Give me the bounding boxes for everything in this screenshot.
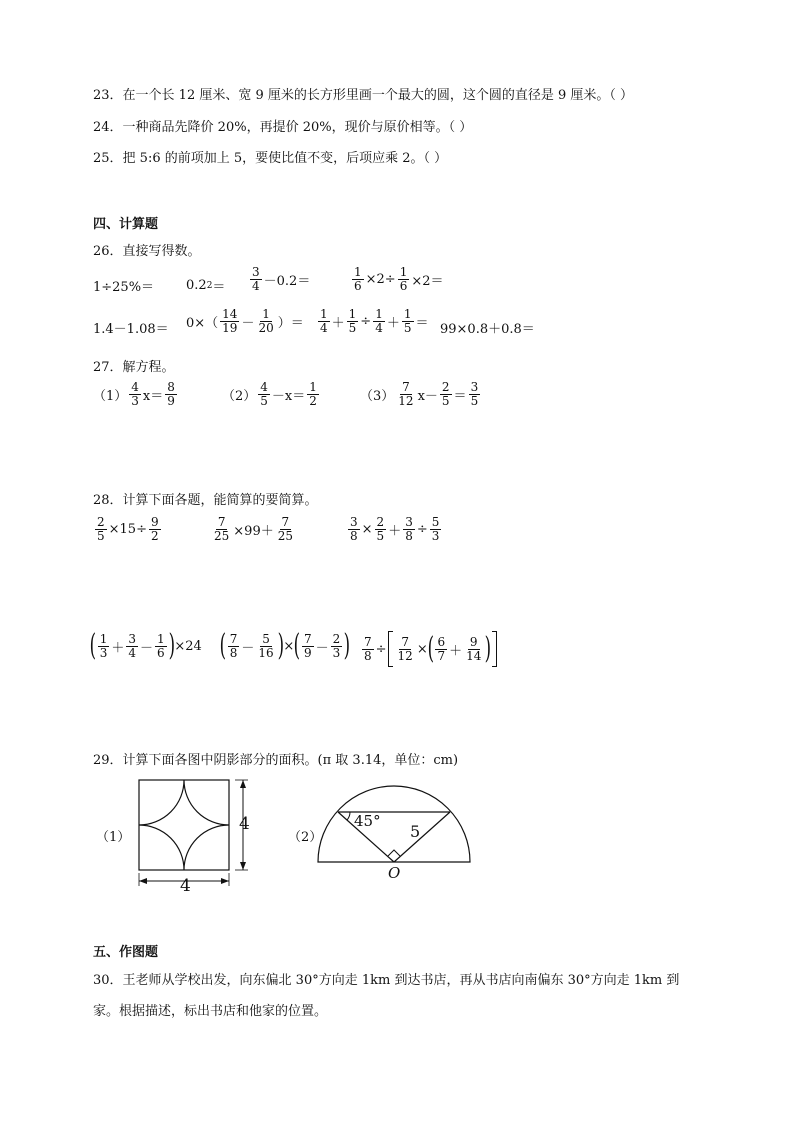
figure-1-side-horizontal: 4 <box>180 876 191 896</box>
figure-2-length-label: 5 <box>410 822 421 841</box>
q28-expr-3: $\frac{3}{8}$ × $\frac{2}{5}$ ＋ $\frac{3}{8}$ ÷ $\frac{5}{3}$ <box>350 515 440 543</box>
q27-equation-3: （3） $\frac{7}{12}$ x－ $\frac{2}{5}$ ＝ $\frac{3}{5}$ <box>360 380 479 408</box>
q28-expr-4: ( $\frac{1}{3}$ ＋ $\frac{3}{4}$ － $\frac{1}{6}$ ) ×24 <box>89 628 202 663</box>
figure-1-square-arcs <box>130 776 270 894</box>
figure-2-center-label: O <box>388 864 401 882</box>
q26-expr-2: 0.2 2 ＝ <box>186 278 226 295</box>
figure-2-angle-label: 45° <box>354 812 381 830</box>
q26-expr-1: 1÷25%＝ <box>93 280 155 295</box>
q26-expr-3: $\frac{3}{4}$ －0.2＝ <box>252 265 311 293</box>
question-28: 28．计算下面各题，能简算的要简算。 <box>93 493 318 508</box>
question-23: 23．在一个长 12 厘米、宽 9 厘米的长方形里画一个最大的圆，这个圆的直径是 9 厘米。（ ） <box>93 88 634 103</box>
question-26: 26．直接写得数。 <box>93 244 201 259</box>
question-30-line-2: 家。根据描述，标出书店和他家的位置。 <box>93 1004 328 1019</box>
q28-expr-1: $\frac{2}{5}$ ×15÷ $\frac{9}{2}$ <box>97 515 159 543</box>
q28-expr-6: $\frac{7}{8}$ ÷ $\frac{7}{12}$ × ( $\frac{6}{7}$ ＋ $\frac{9}{14}$ ) <box>360 631 498 667</box>
section-5-title: 五、作图题 <box>93 945 159 960</box>
q28-expr-5: ( $\frac{7}{8}$ － $\frac{5}{16}$ ) × ( $\frac{7}{9}$ － $\frac{2}{3}$ ) <box>219 628 351 663</box>
q28-expr-2: $\frac{7}{25}$ ×99＋ $\frac{7}{25}$ <box>214 515 293 543</box>
question-29: 29．计算下面各图中阴影部分的面积。(π 取 3.14，单位：cm) <box>93 753 459 768</box>
figure-2-semicircle-triangle <box>310 776 480 868</box>
figure-1-side-vertical: 4 <box>239 814 250 834</box>
q26-expr-4: $\frac{1}{6}$ ×2÷ $\frac{1}{6}$ ×2＝ <box>354 265 444 293</box>
question-24: 24．一种商品先降价 20%，再提价 20%，现价与原价相等。（ ） <box>93 120 473 135</box>
q26-expr-6: 0×（ $\frac{14}{19}$ － $\frac{1}{20}$ ）＝ <box>186 307 304 335</box>
q26-expr-7: $\frac{1}{4}$ ＋ $\frac{1}{5}$ ÷ $\frac{1}{4}$ ＋ $\frac{1}{5}$ ＝ <box>320 307 429 335</box>
q27-equation-2: （2） $\frac{4}{5}$ －x＝ $\frac{1}{2}$ <box>222 380 317 408</box>
question-27: 27．解方程。 <box>93 360 175 375</box>
q27-equation-1: （1） $\frac{4}{3}$ x＝ $\frac{8}{9}$ <box>93 380 175 408</box>
q26-expr-8: 99×0.8＋0.8＝ <box>440 322 535 337</box>
q26-expr-5: 1.4－1.08＝ <box>93 322 169 337</box>
section-4-title: 四、计算题 <box>93 217 159 232</box>
figure-1-label: （1） <box>96 830 131 845</box>
question-30-line-1: 30．王老师从学校出发，向东偏北 30°方向走 1km 到达书店，再从书店向南偏东 30°方向走 1km 到 <box>93 973 680 988</box>
question-25: 25．把 5:6 的前项加上 5，要使比值不变，后项应乘 2。（ ） <box>93 151 448 166</box>
figure-2-label: （2） <box>288 830 323 845</box>
